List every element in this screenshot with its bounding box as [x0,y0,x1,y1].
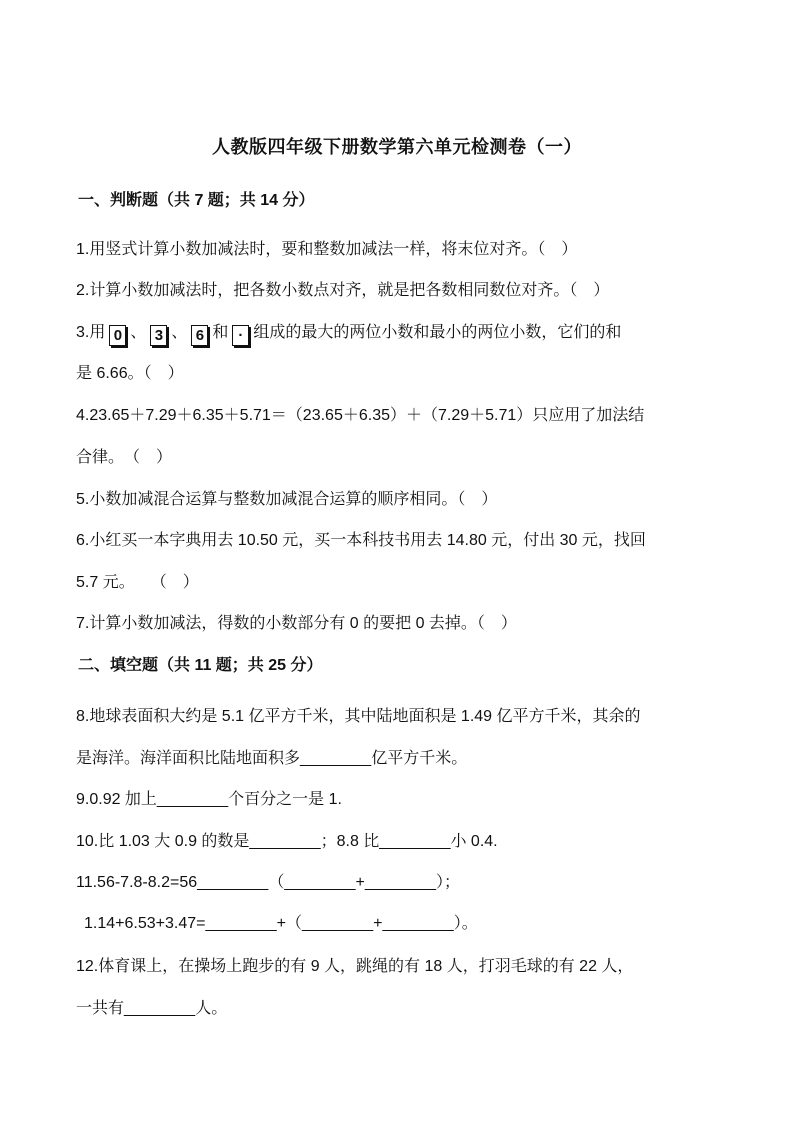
question-11-line-2: 1.14+6.53+3.47=________+（________+________）。 [84,915,478,932]
section-heading-fill-in: 二、填空题（共 11 题；共 25 分） [78,657,323,674]
question-4-line-2: 合律。 （ ） [76,449,173,466]
separator: 、 [171,324,188,341]
question-3-line-2: 是 6.66。（ ） [76,365,184,382]
digit-card-0: 0 [109,325,126,346]
and-word: 和 [212,324,229,341]
separator: 、 [130,324,147,341]
question-8-line-2: 是海洋。海洋面积比陆地面积多________亿平方千米。 [76,750,468,767]
question-12-line-2: 一共有________人。 [76,1000,228,1017]
question-12-line-1: 12.体育课上，在操场上跑步的有 9 人，跳绳的有 18 人，打羽毛球的有 22 人， [76,958,634,975]
question-3-prefix: 3.用 [76,324,106,341]
decimal-point-card: · [232,325,249,346]
question-3-suffix: 组成的最大的两位小数和最小的两位小数，它们的和 [253,324,622,341]
question-11-line-1: 11.56-7.8-8.2=56________（________+________）； [76,874,461,891]
question-1: 1.用竖式计算小数加减法时，要和整数加减法一样，将末位对齐。（ ） [76,241,578,258]
question-9: 9.0.92 加上________个百分之一是 1. [76,791,342,808]
question-10: 10.比 1.03 大 0.9 的数是________；8.8 比________小 0.4. [76,833,498,850]
digit-card-3: 3 [150,325,167,346]
question-6-line-2: 5.7 元。 （ ） [76,574,199,591]
question-3-line-1 [76,319,726,346]
question-8-line-1: 8.地球表面积大约是 5.1 亿平方千米，其中陆地面积是 1.49 亿平方千米，其余的 [76,708,641,725]
question-6-line-1: 6.小红买一本字典用去 10.50 元，买一本科技书用去 14.80 元，付出 30 元，找回 [76,532,646,549]
question-4-line-1: 4.23.65＋7.29＋6.35＋5.71＝（23.65＋6.35）＋（7.29＋5.71）只应用了加法结 [76,407,645,424]
section-heading-judgment: 一、判断题（共 7 题；共 14 分） [78,192,315,209]
question-7: 7.计算小数加减法，得数的小数部分有 0 的要把 0 去掉。（ ） [76,615,517,632]
question-5: 5.小数加减混合运算与整数加减混合运算的顺序相同。（ ） [76,491,498,508]
page-title: 人教版四年级下册数学第六单元检测卷（一） [212,137,582,157]
digit-card-6: 6 [191,325,208,346]
question-2: 2.计算小数加减法时，把各数小数点对齐，就是把各数相同数位对齐。（ ） [76,282,610,299]
